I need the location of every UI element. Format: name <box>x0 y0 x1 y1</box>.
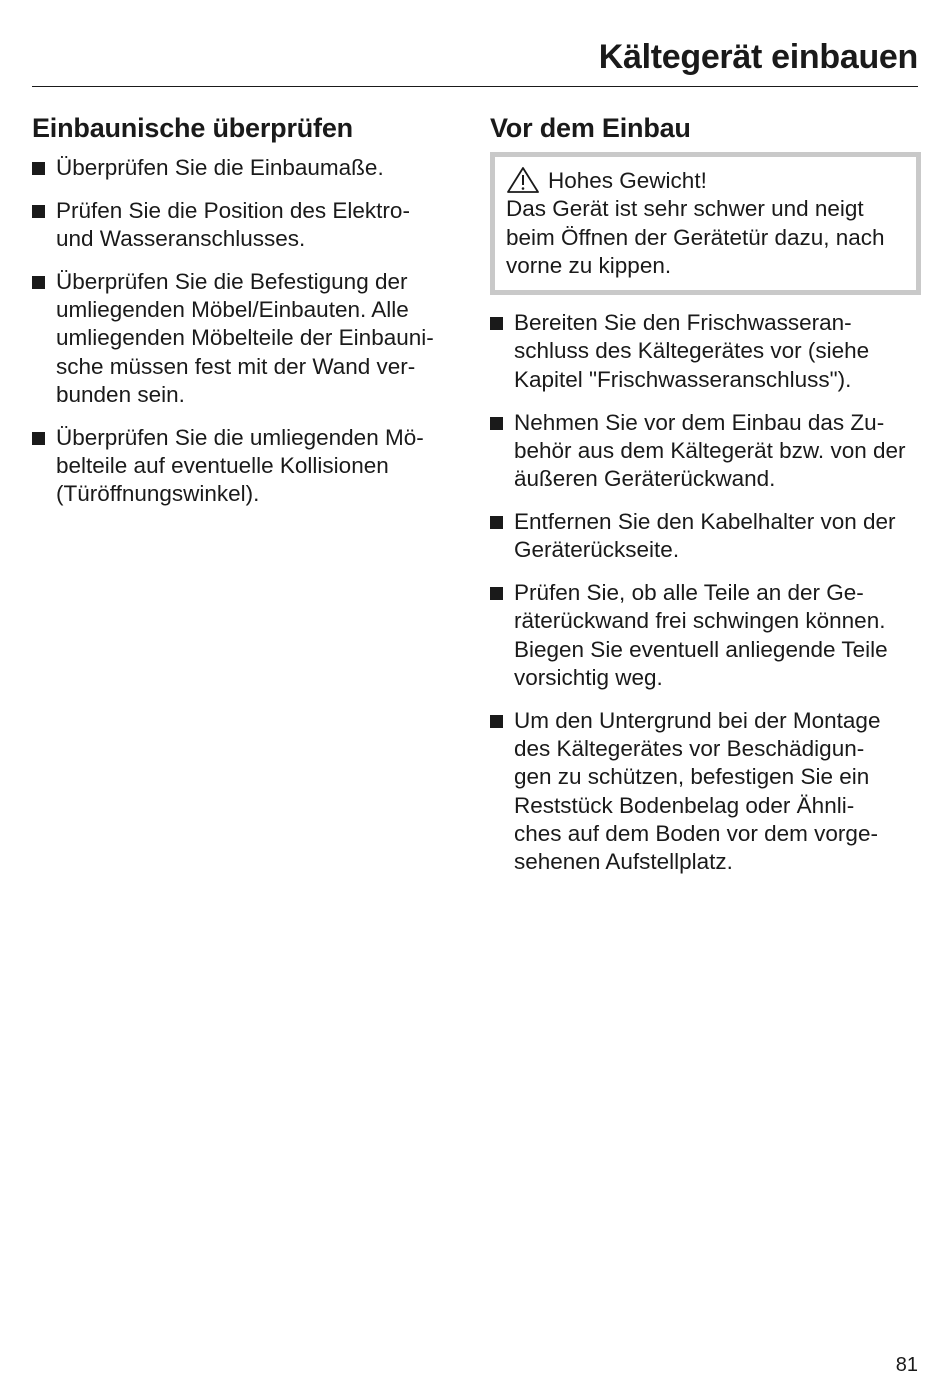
list-item: Prüfen Sie die Position des Elektro- und Wasseranschlusses. <box>32 197 452 254</box>
list-item: Überprüfen Sie die umliegenden Mö- belteile auf eventuelle Kollisionen (Türöffnungswinkel). <box>32 424 452 509</box>
list-item: Überprüfen Sie die Befestigung der umliegenden Möbel/Einbauten. Alle umliegenden Möbelteile der Einbauni- sche müssen fest mit der Wand ver- bunden sein. <box>32 268 452 409</box>
list-item: Prüfen Sie, ob alle Teile an der Ge- räterückwand frei schwingen können. Biegen Sie eventuell anliegende Teile vorsichtig weg. <box>490 579 922 692</box>
list-item: Bereiten Sie den Frischwasseran- schluss des Kältegerätes vor (siehe Kapitel "Frischwasseranschluss"). <box>490 309 922 394</box>
bullet-square-icon <box>32 432 45 445</box>
list-item: Entfernen Sie den Kabelhalter von der Geräterückseite. <box>490 508 922 565</box>
warning-box <box>490 152 921 295</box>
bullet-square-icon <box>32 162 45 175</box>
right-column <box>490 108 922 891</box>
page-number: 81 <box>895 1354 918 1376</box>
left-column <box>32 108 452 523</box>
bullet-square-icon <box>490 317 503 330</box>
bullet-square-icon <box>490 417 503 430</box>
list-item: Überprüfen Sie die Einbaumaße. <box>32 154 452 182</box>
warning-title: Hohes Gewicht! <box>548 168 707 193</box>
list-item: Um den Untergrund bei der Montage des Kältegerätes vor Beschädigun- gen zu schützen, befestigen Sie ein Reststück Bodenbelag oder Ähnli- ches auf dem Boden vor dem vorge- sehenen Aufstellplatz. <box>490 707 922 877</box>
page-header <box>32 30 918 87</box>
section-heading-vor-dem-einbau: Vor dem Einbau <box>490 113 691 143</box>
right-bullet-list <box>490 309 922 876</box>
section-heading-einbaunische: Einbaunische überprüfen <box>32 113 353 143</box>
bullet-square-icon <box>490 587 503 600</box>
warning-triangle-icon <box>506 166 540 194</box>
page-title: Kältegerät einbauen <box>598 38 918 76</box>
left-bullet-list <box>32 154 452 509</box>
bullet-square-icon <box>32 205 45 218</box>
bullet-square-icon <box>32 276 45 289</box>
list-item: Nehmen Sie vor dem Einbau das Zu- behör aus dem Kältegerät bzw. von der äußeren Geräterückwand. <box>490 409 922 494</box>
bullet-square-icon <box>490 516 503 529</box>
warning-text: Das Gerät ist sehr schwer und neigt beim Öffnen der Gerätetür dazu, nach vorne zu kippen. <box>506 196 885 278</box>
bullet-square-icon <box>490 715 503 728</box>
warning-header <box>506 167 904 195</box>
